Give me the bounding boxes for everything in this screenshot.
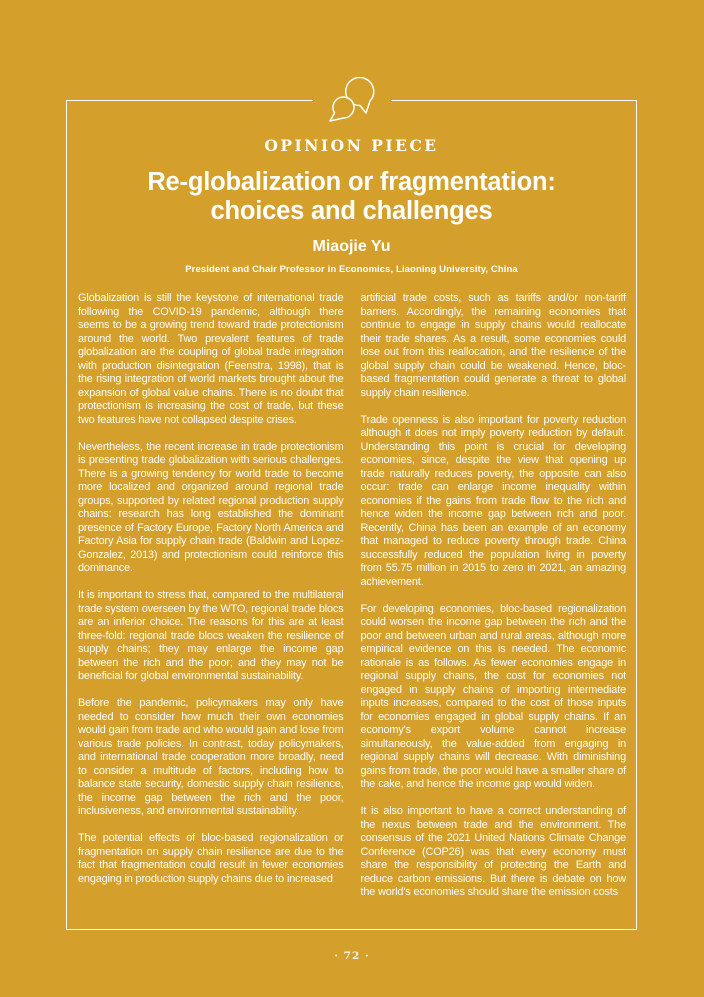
article-body (67, 292, 636, 913)
paragraph: It is also important to have a correct understanding of the nexus between trade and the environment. The consensus of the 2021 United Nations Climate Change Conference (COP26) was that every economy must share the responsibility of protecting the Earth and reduce carbon emissions. But there is debate on how the world's economies should share the emission costs (360, 805, 626, 898)
paragraph: Nevertheless, the recent increase in trade protectionism is presenting trade globalization with serious challenges. There is a growing tendency for world trade to become more localized and organized around regional trade groups, supported by related regional production supply chains: research has long established the dominant presence of Factory Europe, Factory North America and Factory Asia for supply chain trade (Baldwin and Lopez-Gonzalez, 2013) and protectionism could reinforce this dominance. (78, 440, 344, 574)
paragraph: Before the pandemic, policymakers may only have needed to consider how much their own economies would gain from trade and who would gain and lose from various trade policies. In contrast, today policymakers, and international trade cooperation more broadly, need to consider a multitude of factors, including how to balance state security, domestic supply chain resilience, the income gap between the rich and the poor, inclusiveness, and environmental sustainability. (78, 697, 344, 817)
paragraph: artificial trade costs, such as tariffs and/or non-tariff barriers. Accordingly, the remaining economies that continue to engage in supply chains would reallocate their trade shares. As a result, some economies could lose out from this reallocation, and the resilience of the global supply chain could be weakened. Hence, bloc-based fragmentation could generate a threat to global supply chain resilience. (360, 292, 626, 399)
article-title-line1: Re-globalization or fragmentation: (147, 168, 556, 196)
page-number: · 72 · (334, 950, 370, 962)
speech-bubbles-icon (329, 77, 375, 123)
article-title-line2: choices and challenges (210, 197, 493, 225)
article-title (67, 168, 636, 226)
column-right (361, 292, 627, 913)
author-name: Miaojie Yu (312, 238, 391, 255)
column-left (78, 292, 344, 913)
paragraph: The potential effects of bloc-based regionalization or fragmentation on supply chain resilience are due to the fact that fragmentation could result in fewer economies engaging in production supply chains due to increased (78, 832, 344, 885)
paragraph: For developing economies, bloc-based regionalization could worsen the income gap between the rich and the poor and between urban and rural areas, although more empirical evidence on this is needed. The economic rationale is as follows. As fewer economies engage in regional supply chains, the cost for economies not engaged in supply chains of importing intermediate inputs increases, compared to the cost of those inputs for economies engaged in global supply chains. If an economy's export volume cannot increase simultaneously, the value-added from engaging in regional supply chains will decrease. With diminishing gains from trade, the poor would have a smaller share of the cake, and hence the income gap would widen. (360, 602, 626, 790)
content-frame (66, 100, 637, 930)
paragraph: Globalization is still the keystone of international trade following the COVID-19 pandemic, although there seems to be a growing trend toward trade protectionism around the world. Two prevalent features of trade globalization are the coupling of global trade integration with production disintegration (Feenstra, 1998), that is the rising integration of world markets brought about the expansion of global value chains. There is no doubt that protectionism is increasing the cost of trade, but these two features have not collapsed despite crises. (78, 292, 344, 426)
section-kicker: OPINION PIECE (264, 136, 439, 155)
paragraph: It is important to stress that, compared to the multilateral trade system overseen by the WTO, regional trade blocs are an inferior choice. The reasons for this are at least three-fold: regional trade blocs weaken the resilience of supply chains; they may enlarge the income gap between the rich and the poor; and they may not be beneficial for global environmental sustainability. (78, 589, 344, 682)
icon-badge (313, 77, 391, 123)
author-affiliation: President and Chair Professor in Economics, Liaoning University, China (185, 264, 518, 275)
paragraph: Trade openness is also important for poverty reduction although it does not imply poverty reduction by default. Understanding this point is crucial for developing economies, since, despite the view that opening up trade naturally reduces poverty, the opposite can also occur: trade can enlarge income inequality within economies if the gains from trade flow to the rich and hence widen the income gap between rich and poor. Recently, China has been an example of an economy that managed to reduce poverty through trade. China successfully reduced the population living in poverty from 55.75 million in 2015 to zero in 2021, an amazing achievement. (360, 413, 626, 588)
